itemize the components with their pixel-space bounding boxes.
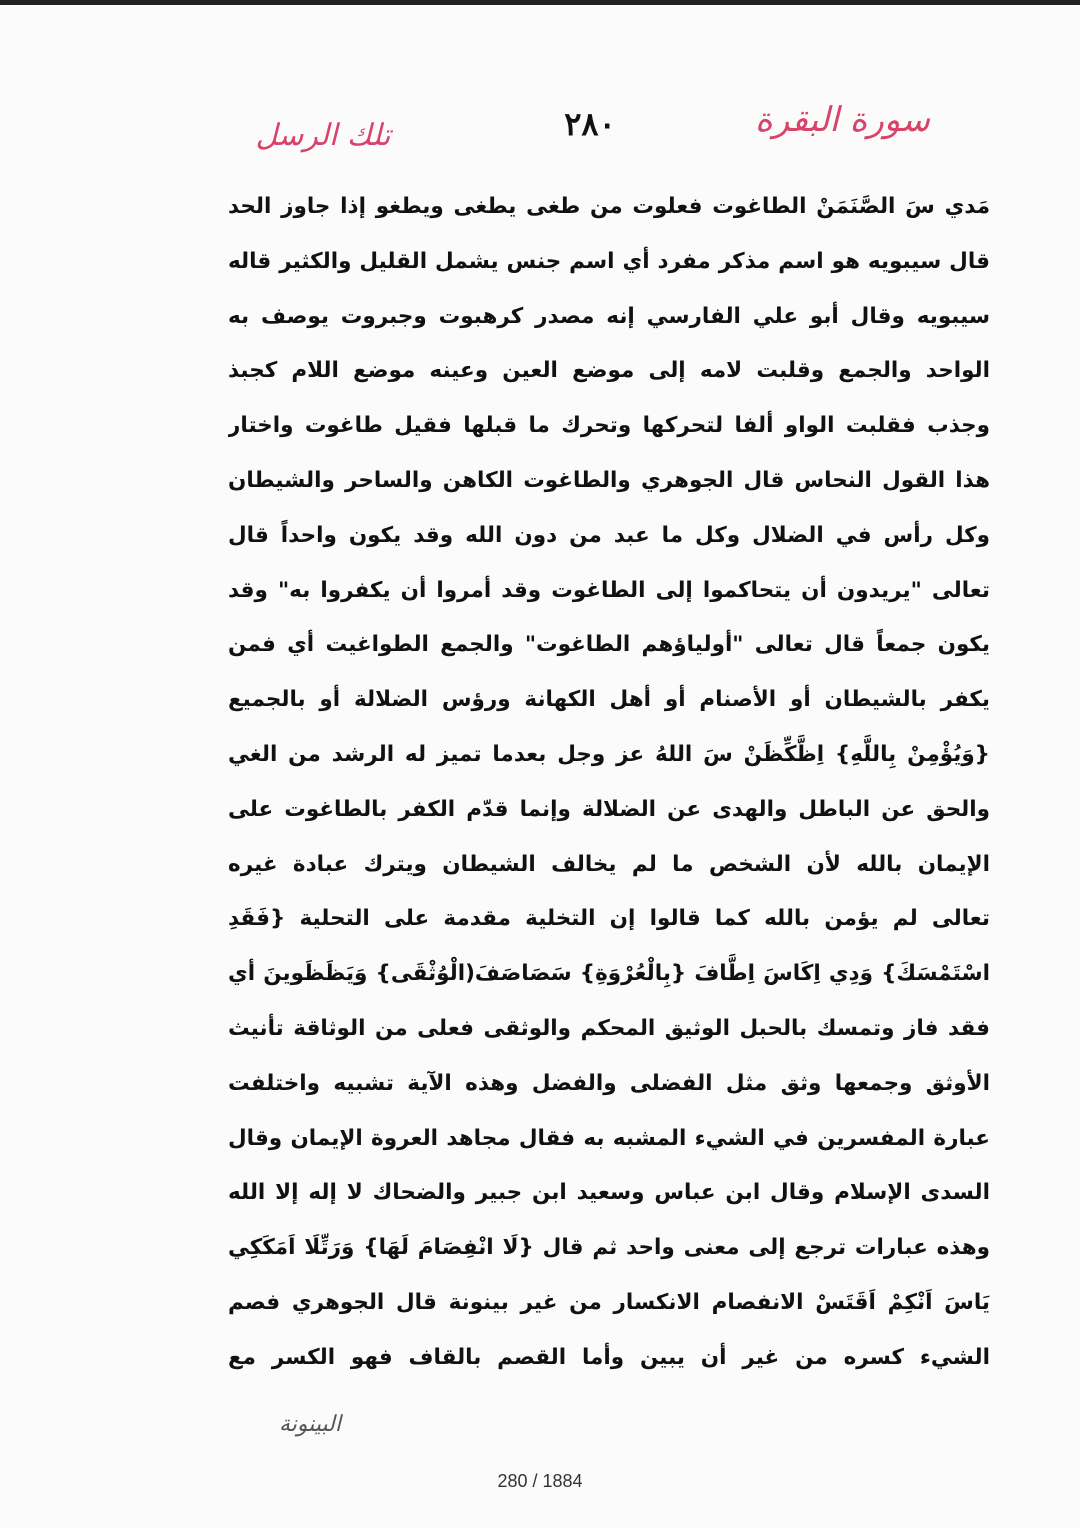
text-line: الشيء كسره من غير أن يبين وأما القصم بالقاف فهو الكسر مع bbox=[228, 1344, 990, 1370]
text-line: يكون جمعاً قال تعالى "أولياؤهم الطاغوت" والجمع الطواغيت أي فمن bbox=[228, 632, 990, 658]
text-line: سيبويه وقال أبو علي الفارسي إنه مصدر كرهبوت وجبروت يوصف به bbox=[228, 303, 990, 329]
text-line: اسْتَمْسَكَ} وَدِي اِكَاسَ اِطَّافَ {بِالْعُرْوَةِ} سَصَاصَفَ(الْوُثْقَى} وَيَظَظَوينَ أي bbox=[228, 961, 990, 987]
text-line: الأوثق وجمعها وثق مثل الفضلى والفضل وهذه الآية تشبيه واختلفت bbox=[228, 1070, 990, 1096]
text-line: هذا القول النحاس قال الجوهري والطاغوت الكاهن والساحر والشيطان bbox=[228, 467, 990, 493]
text-line: {وَيُؤْمِنْ بِاللَّهِ} اِظَّكِّظَنْ سَ اللهُ عز وجل بعدما تميز له الرشد من الغي bbox=[228, 741, 990, 767]
text-line: وكل رأس في الضلال وكل ما عبد من دون الله وقد يكون واحداً قال bbox=[228, 522, 990, 548]
text-line: وجذب فقلبت الواو ألفا لتحركها وتحرك ما قبلها فقيل طاغوت واختار bbox=[228, 413, 990, 439]
text-line: وهذه عبارات ترجع إلى معنى واحد ثم قال {لَا انْفِصَامَ لَهَا} وَرَتِّلَا اَمَكَكِي bbox=[228, 1235, 990, 1261]
text-line: عبارة المفسرين في الشيء المشبه به فقال مجاهد العروة الإيمان وقال bbox=[228, 1125, 990, 1151]
text-line: يَاسَ اَنْكِمْ اَقَتَسْ الانفصام الانكسار من غير بينونة قال الجوهري فصم bbox=[228, 1289, 990, 1315]
text-line: الإيمان بالله لأن الشخص ما لم يخالف الشيطان ويترك عبادة غيره bbox=[228, 851, 990, 877]
body-text bbox=[228, 180, 990, 1386]
text-line: قال سيبويه هو اسم مذكر مفرد أي اسم جنس يشمل القليل والكثير قاله bbox=[228, 248, 990, 274]
surah-annotation: سورة البقرة bbox=[755, 100, 930, 140]
text-line: الواحد والجمع وقلبت لامه إلى موضع العين وعينه موضع اللام كجبذ bbox=[228, 358, 990, 384]
text-line: تعالى لم يؤمن بالله كما قالوا إن التخلية مقدمة على التحلية {فَقَدِ bbox=[228, 906, 990, 932]
text-line: فقد فاز وتمسك بالحبل الوثيق المحكم والوثقى فعلى من الوثاقة تأنيث bbox=[228, 1015, 990, 1041]
page-number: ٢٨٠ bbox=[564, 105, 616, 143]
text-line: مَدي سَ الصَّنَمَنْ الطاغوت فعلوت من طغى يطغى ويطغو إذا جاوز الحد bbox=[228, 194, 990, 219]
juz-annotation: تلك الرسل bbox=[255, 118, 391, 153]
top-border bbox=[0, 0, 1080, 5]
text-line: تعالى "يريدون أن يتحاكموا إلى الطاغوت وقد أمروا أن يكفروا به" وقد bbox=[228, 577, 990, 603]
catchword: البينونة bbox=[278, 1412, 341, 1437]
text-line: يكفر بالشيطان أو الأصنام أو أهل الكهانة ورؤس الضلالة أو بالجميع bbox=[228, 687, 990, 713]
text-line: والحق عن الباطل والهدى عن الضلالة وإنما قدّم الكفر بالطاغوت على bbox=[228, 796, 990, 822]
text-line: السدى الإسلام وقال ابن عباس وسعيد ابن جبير والضحاك لا إله إلا الله bbox=[228, 1180, 990, 1206]
page-counter: 280 / 1884 bbox=[497, 1471, 583, 1491]
